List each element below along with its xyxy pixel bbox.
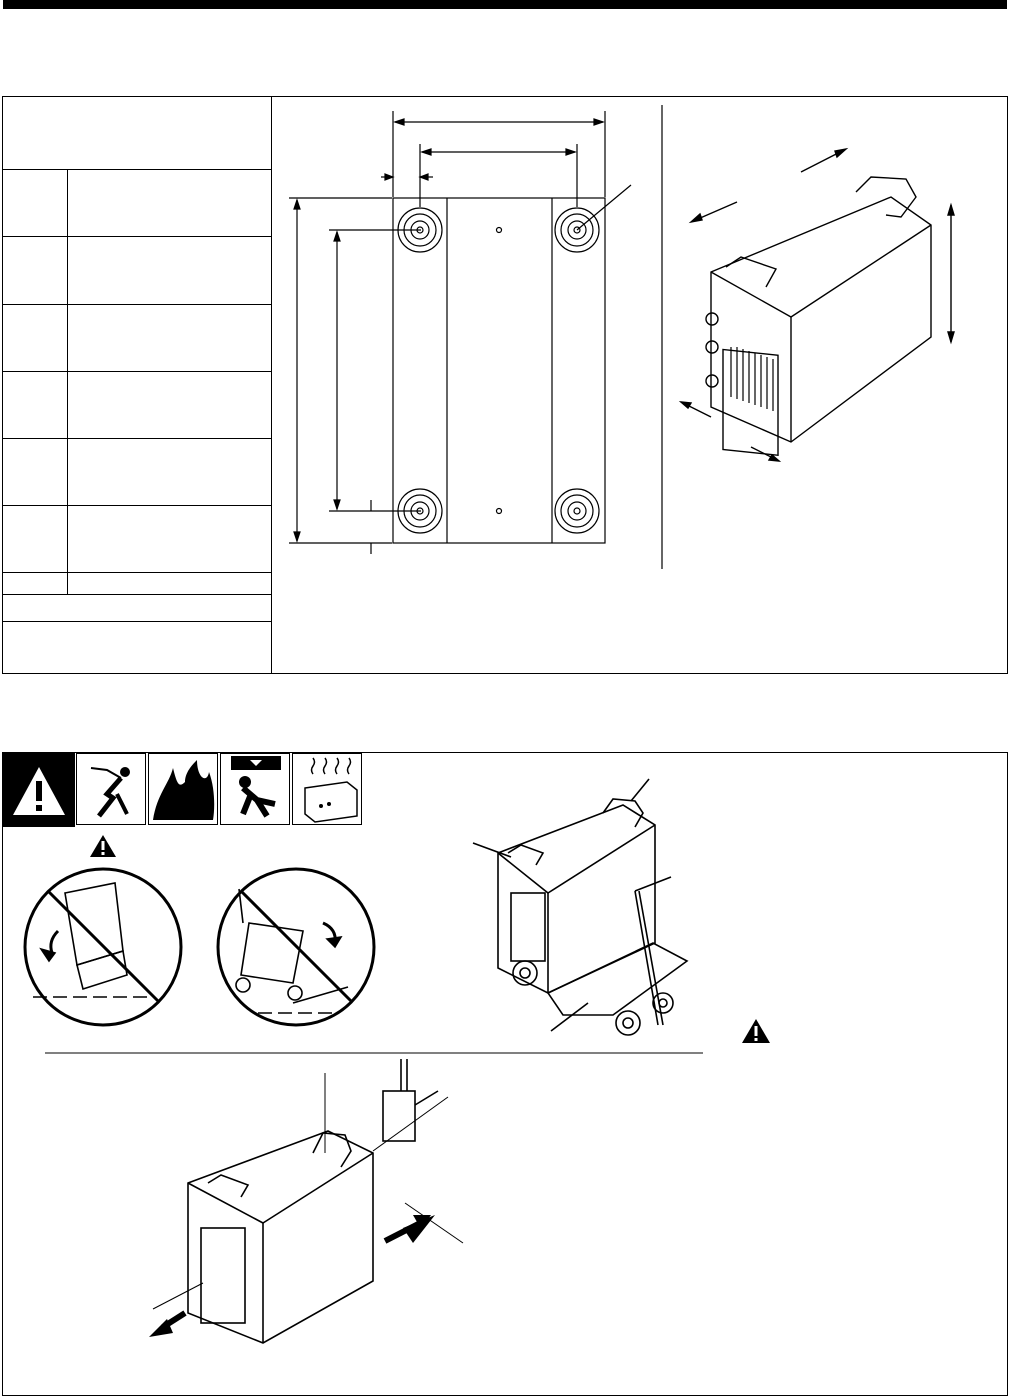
table-row — [3, 572, 271, 594]
dimension-drawing-svg — [271, 97, 1007, 673]
prohibited-tilt-right-circle — [218, 869, 374, 1025]
welder-lifting — [149, 1059, 463, 1343]
moving-panel — [2, 752, 1008, 1396]
row-letter — [3, 372, 68, 438]
prohibited-tilt-left-circle — [25, 869, 181, 1025]
dimensions-panel — [2, 96, 1008, 674]
dimensions-table — [3, 97, 272, 673]
table-row — [3, 371, 271, 438]
top-rule — [3, 0, 1007, 9]
table-row — [3, 169, 271, 236]
base-outline — [393, 198, 605, 543]
table-row — [3, 505, 271, 572]
table-header — [3, 97, 271, 169]
row-letter — [3, 439, 68, 505]
table-row — [3, 438, 271, 505]
table-footer-row — [3, 621, 271, 673]
row-letter — [3, 573, 68, 594]
foot-bottom-right — [555, 489, 599, 533]
welder-isometric — [681, 149, 954, 461]
table-row — [3, 304, 271, 371]
row-letter — [3, 506, 68, 572]
row-letter — [3, 237, 68, 304]
warning-icon-small — [742, 1019, 770, 1043]
dimension-drawings — [271, 97, 1007, 673]
table-footer-row — [3, 594, 271, 621]
warning-icon-small — [90, 835, 116, 857]
moving-illustrations — [3, 753, 1007, 1395]
row-letter — [3, 305, 68, 371]
table-row — [3, 236, 271, 304]
welder-on-cart — [473, 779, 687, 1035]
row-letter — [3, 170, 68, 236]
